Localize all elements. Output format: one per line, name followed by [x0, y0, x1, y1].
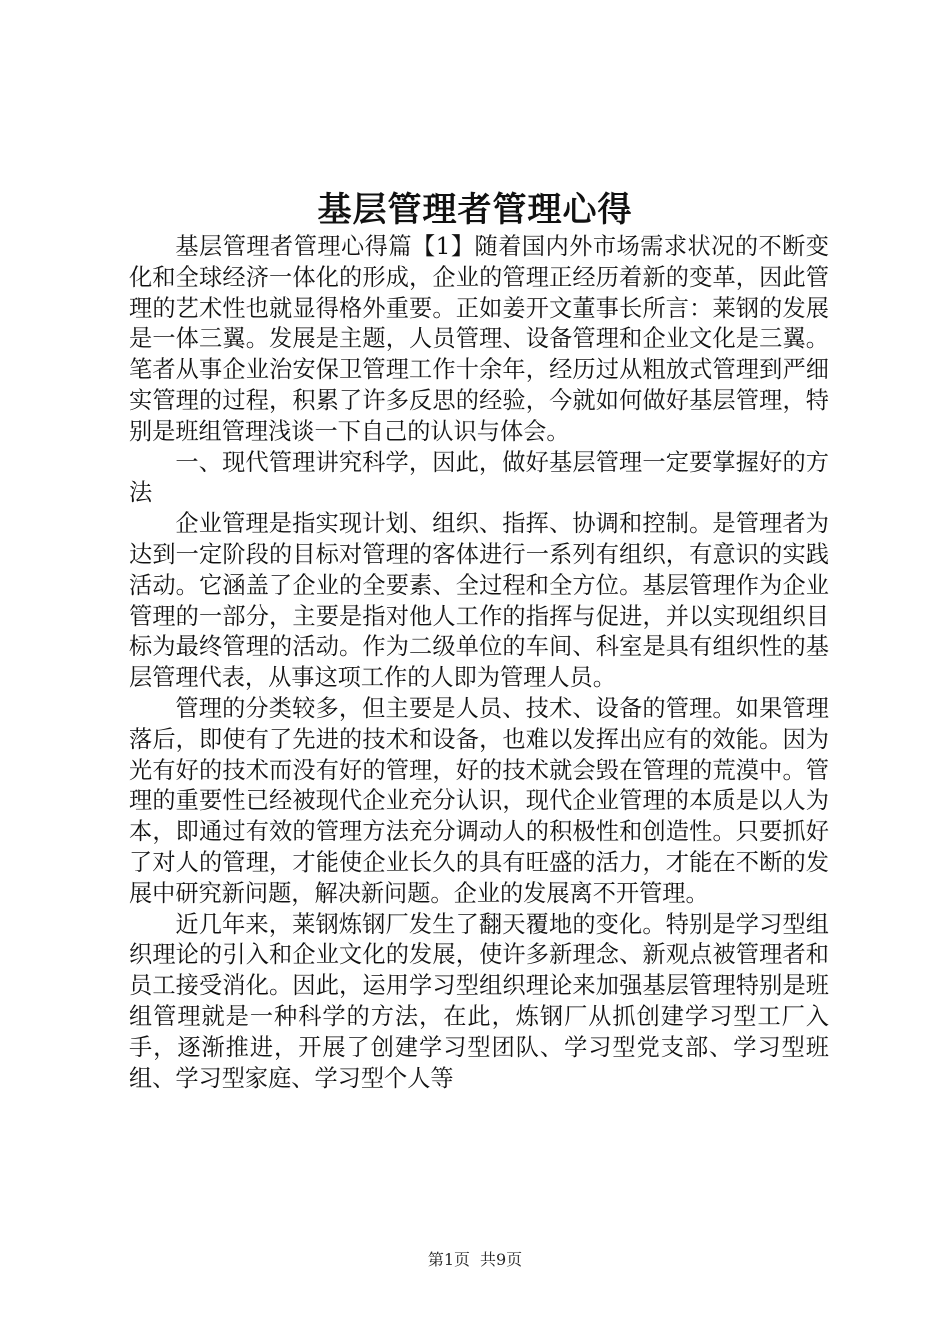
- paragraph: 基层管理者管理心得篇【1】随着国内外市场需求状况的不断变化和全球经济一体化的形成，企业的管理正经历着新的变革，因此管理的艺术性也就显得格外重要。正如姜开文董事长所言：莱钢的发展是一体三翼。发展是主题，人员管理、设备管理和企业文化是三翼。笔者从事企业治安保卫管理工作十余年，经历过从粗放式管理到严细实管理的过程，积累了许多反思的经验，今就如何做好基层管理，特别是班组管理浅谈一下自己的认识与体会。: [129, 233, 829, 445]
- page-number: 第1页: [427, 1250, 470, 1269]
- page-total: 共9页: [480, 1250, 523, 1269]
- document-title: 基层管理者管理心得: [317, 190, 633, 230]
- paragraph: 近几年来，莱钢炼钢厂发生了翻天覆地的变化。特别是学习型组织理论的引入和企业文化的发展，使许多新理念、新观点被管理者和员工接受消化。因此，运用学习型组织理论来加强基层管理特别是班组管理就是一种科学的方法，在此，炼钢厂从抓创建学习型工厂入手，逐渐推进，开展了创建学习型团队、学习型党支部、学习型班组、学习型家庭、学习型个人等: [129, 910, 829, 1092]
- paragraph: 管理的分类较多，但主要是人员、技术、设备的管理。如果管理落后，即使有了先进的技术和设备，也难以发挥出应有的效能。因为光有好的技术而没有好的管理，好的技术就会毁在管理的荒漠中。管理的重要性已经被现代企业充分认识，现代企业管理的本质是以人为本，即通过有效的管理方法充分调动人的积极性和创造性。只要抓好了对人的管理，才能使企业长久的具有旺盛的活力，才能在不断的发展中研究新问题，解决新问题。企业的发展离不开管理。: [129, 694, 829, 907]
- section-heading: 一、现代管理讲究科学，因此，做好基层管理一定要掌握好的方法: [129, 448, 829, 507]
- paragraph: 企业管理是指实现计划、组织、指挥、协调和控制。是管理者为达到一定阶段的目标对管理的客体进行一系列有组织，有意识的实践活动。它涵盖了企业的全要素、全过程和全方位。基层管理作为企业管理的一部分，主要是指对他人工作的指挥与促进，并以实现组织目标为最终管理的活动。作为二级单位的车间、科室是具有组织性的基层管理代表，从事这项工作的人即为管理人员。: [129, 510, 829, 692]
- page-footer: [0, 1248, 950, 1272]
- document-body: [129, 232, 829, 1094]
